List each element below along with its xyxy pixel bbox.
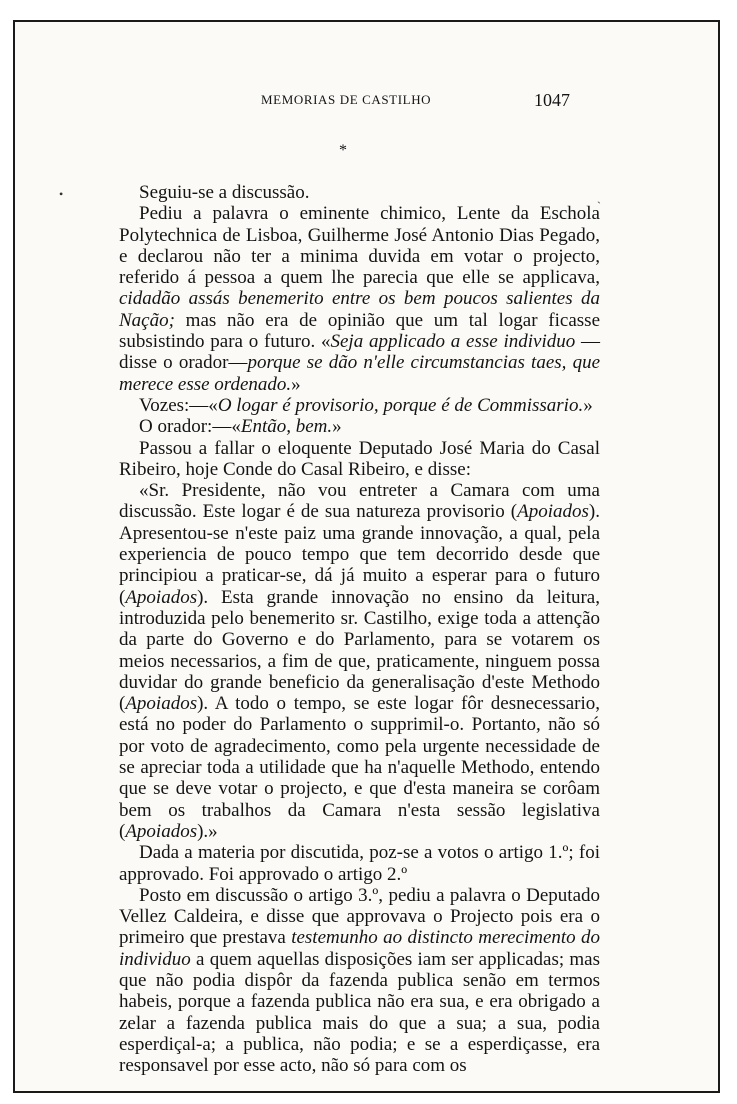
paragraph: Pediu a palavra o eminente chimico, Lente da Eschola Polytechnica de Lisboa, Guilherme José Antonio Dias Pegado, e declarou não ter a minima duvida em votar o projecto, referido á pessoa a quem lhe parecia que elle se applicava, cidadão assás benemerito entre os bem poucos salientes da Nação; mas não era de opinião que um tal logar ficasse subsistindo para o futuro. «Seja applicado a esse individuo —disse o orador—porque se dão n'elle circumstancias taes, que merece esse ordenado.» (119, 203, 601, 395)
running-title: MEMORIAS DE CASTILHO (261, 92, 432, 107)
section-ornament: * (339, 142, 347, 159)
page-header (15, 90, 718, 114)
page-frame (13, 20, 720, 1093)
paragraph: Dada a materia por discutida, poz-se a votos o artigo 1.º; foi approvado. Foi approvado o artigo 2.º (119, 842, 600, 885)
page-number: 1047 (534, 90, 570, 110)
paragraph: «Sr. Presidente, não vou entreter a Camara com uma discussão. Este logar é de sua natureza provisorio (Apoiados). Apresentou-se n'este paiz uma grande innovação, a qual, pela experiencia de pouco tempo que tem decorrido desde que principiou a praticar-se, dá já muito a esperar para o futuro (Apoiados). Esta grande innovação no ensino da leitura, introduzida pelo benemerito sr. Castilho, exige toda a attenção da parte do Governo e do Parlamento, para se votarem os meios necessarios, a fim de que, praticamente, ninguem possa duvidar do grande beneficio da generalisação d'este Methodo (Apoiados). A todo o tempo, se este logar fôr desnecessario, está no poder do Parlamento o supprimil-o. Portanto, não só por voto de agradecimento, como pela urgente necessidade de se apreciar toda a utilidade que ha n'aquelle Methodo, entendo que se deve votar o projecto, e que d'esta maneira se corôam bem os trabalhos da Camara n'esta sessão legislativa (Apoiados).» (119, 480, 600, 842)
decorative-dot: • (59, 187, 64, 201)
paragraph: Posto em discussão o artigo 3.º, pediu a palavra o Deputado Vellez Caldeira, e disse que approvava o Projecto pois era o primeiro que prestava testemunho ao distincto merecimento do individuo a quem aquellas disposições iam ser applicadas; mas que não podia dispôr da fazenda publica senão em termos habeis, porque a fazenda publica não era sua, e era obrigado a zelar a fazenda publica mais do que a sua; a sua, podia esperdiçal-a; a publica, não podia; e se a esperdiçasse, era responsavel por esse acto, não só para com os (119, 884, 600, 1077)
decorative-dot: ˏ (597, 190, 601, 204)
paragraph: O orador:—«Então, bem.» (139, 416, 342, 438)
paragraph: Seguiu-se a discussão. (139, 182, 310, 203)
paragraph: Vozes:—«O logar é provisorio, porque é de Commissario.» (139, 394, 593, 416)
body-text (119, 182, 600, 1076)
paragraph: Passou a fallar o eloquente Deputado José Maria do Casal Ribeiro, hoje Conde do Casal Ribeiro, e disse: (119, 437, 600, 480)
